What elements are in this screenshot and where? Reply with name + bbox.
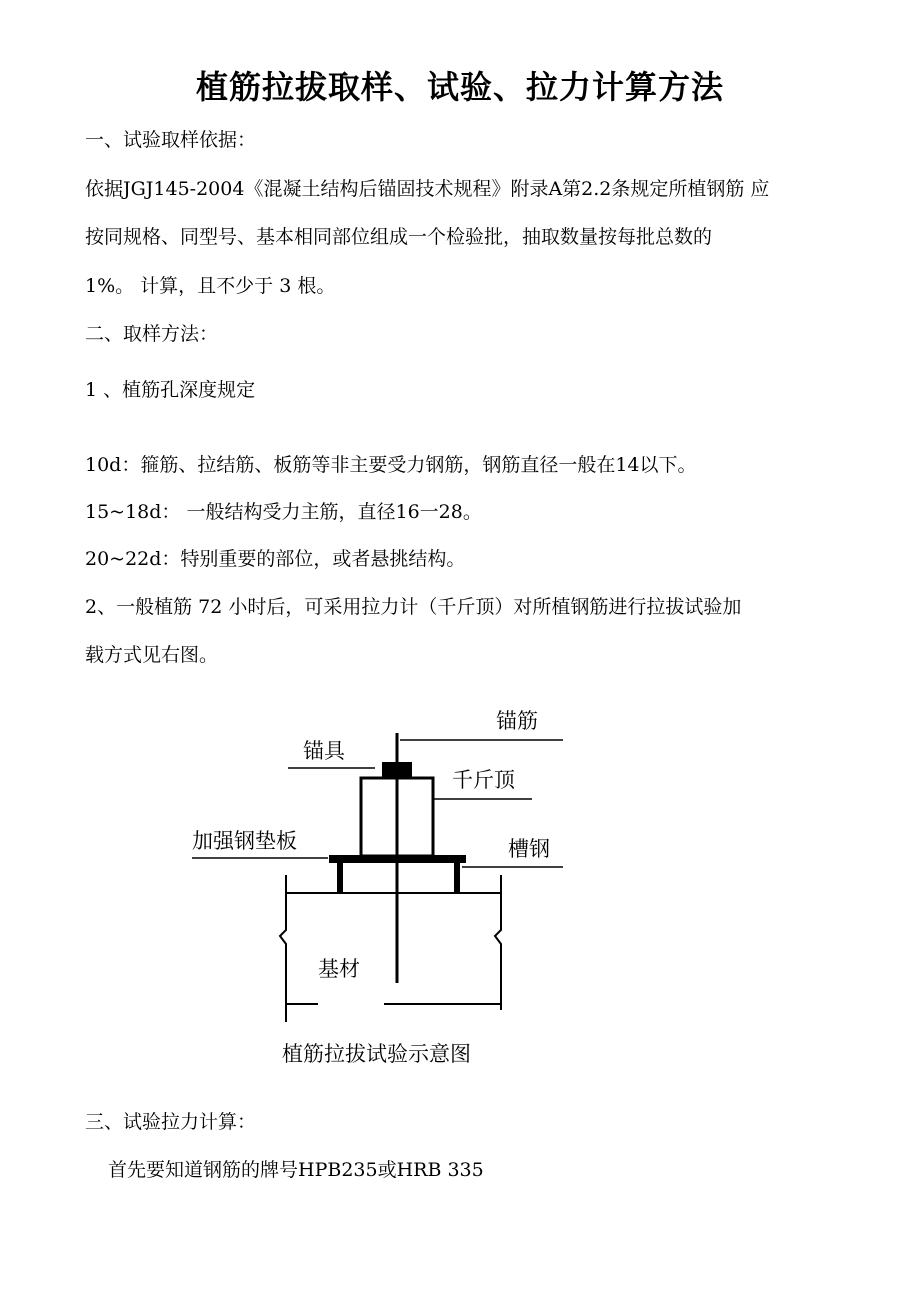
paragraph-line: 10d：箍筋、拉结筋、板筋等非主要受力钢筋，钢筋直径一般在14以下。 [85,454,697,476]
paragraph-line: 20~22d：特别重要的部位，或者悬挑结构。 [85,548,466,570]
subheading: 1 、植筋孔深度规定 [85,379,256,401]
paragraph-line: 1%。 计算，且不少于 3 根。 [85,275,336,297]
label-jack: 千斤顶 [452,768,515,792]
page-title: 植筋拉拔取样、试验、拉力计算方法 [195,68,724,106]
paragraph-line: 按同规格、同型号、基本相同部位组成一个检验批，抽取数量按每批总数的 [85,226,713,248]
paragraph-line: 依据JGJ145-2004《混凝土结构后锚固技术规程》附录A第2.2条规定所植钢筋 应 [85,178,770,200]
channel-leg-left [338,862,342,893]
base-left-break [280,875,286,1022]
section-heading-2: 二、取样方法： [85,323,219,345]
label-anchor-bar: 锚筋 [496,709,538,733]
section-heading-3: 三、试验拉力计算： [85,1111,257,1133]
label-plate: 加强钢垫板 [192,829,297,853]
label-channel: 槽钢 [508,837,550,861]
label-base: 基材 [318,957,360,981]
paragraph-line: 首先要知道钢筋的牌号HPB235或HRB 335 [108,1159,484,1181]
diagram-caption: 植筋拉拔试验示意图 [282,1042,471,1066]
paragraph-line: 2、一般植筋 72 小时后，可采用拉力计（千斤顶）对所植钢筋进行拉拔试验加 [85,596,742,618]
steel-plate [330,856,465,862]
channel-leg-right [455,862,459,893]
section-heading-1: 一、试验取样依据： [85,129,257,151]
anchorage-block [383,763,411,778]
base-right-break [495,875,501,1010]
label-anchorage: 锚具 [303,739,345,763]
paragraph-line: 15~18d： 一般结构受力主筋，直径16一28。 [85,501,482,523]
paragraph-line: 载方式见右图。 [85,644,219,666]
